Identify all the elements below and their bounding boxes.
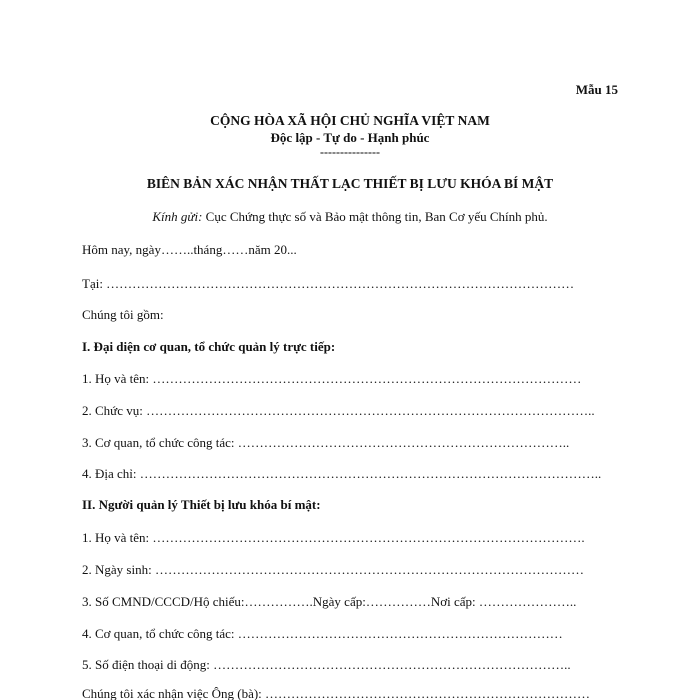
- place-line: Tại: ………………………………………………………………………………………………: [82, 276, 575, 291]
- section-2-organization: 4. Cơ quan, tổ chức công tác: …………………………………………………………………: [82, 626, 563, 641]
- section-2-title: II. Người quản lý Thiết bị lưu khóa bí mật:: [82, 497, 321, 512]
- national-name: CỘNG HÒA XÃ HỘI CHỦ NGHĨA VIỆT NAM: [210, 113, 490, 128]
- section-1-name: 1. Họ và tên: ………………………………………………………………………………………: [82, 371, 582, 386]
- section-1-position: 2. Chức vụ: …………………………………………………………………………………………..: [82, 403, 595, 418]
- members-line: Chúng tôi gồm:: [82, 307, 164, 322]
- section-2-name: 1. Họ và tên: ……………………………………………………………………………………….: [82, 530, 585, 545]
- date-line: Hôm nay, ngày……..tháng……năm 20...: [82, 242, 297, 257]
- section-1-title: I. Đại diện cơ quan, tổ chức quản lý trực tiếp:: [82, 339, 336, 354]
- section-1-address: 4. Địa chỉ: ……………………………………………………………………………………………..: [82, 466, 602, 481]
- section-2-phone: 5. Số điện thoại di động: ………………………………………………………………………..: [82, 657, 571, 672]
- recipient-line: [0, 209, 700, 225]
- document-title: BIÊN BẢN XÁC NHẬN THẤT LẠC THIẾT BỊ LƯU KHÓA BÍ MẬT: [146, 176, 554, 191]
- national-motto: Độc lập - Tự do - Hạnh phúc: [270, 130, 430, 145]
- confirmation-line: Chúng tôi xác nhận việc Ông (bà): …………………………………………………………………: [82, 686, 591, 700]
- section-1-organization: 3. Cơ quan, tổ chức công tác: …………………………………………………………………..: [82, 435, 570, 450]
- recipient-text: Cục Chứng thực số và Bảo mật thông tin, Ban Cơ yếu Chính phủ.: [202, 209, 548, 224]
- header-separator: ---------------: [320, 145, 380, 159]
- section-2-dob: 2. Ngày sinh: ………………………………………………………………………………………: [82, 562, 584, 577]
- recipient-lead: Kính gửi:: [152, 209, 203, 224]
- section-2-id: 3. Số CMND/CCCD/Hộ chiếu:…………….Ngày cấp:……………Nơi cấp: …………………..: [82, 594, 577, 609]
- form-code: Mẫu 15: [575, 82, 618, 97]
